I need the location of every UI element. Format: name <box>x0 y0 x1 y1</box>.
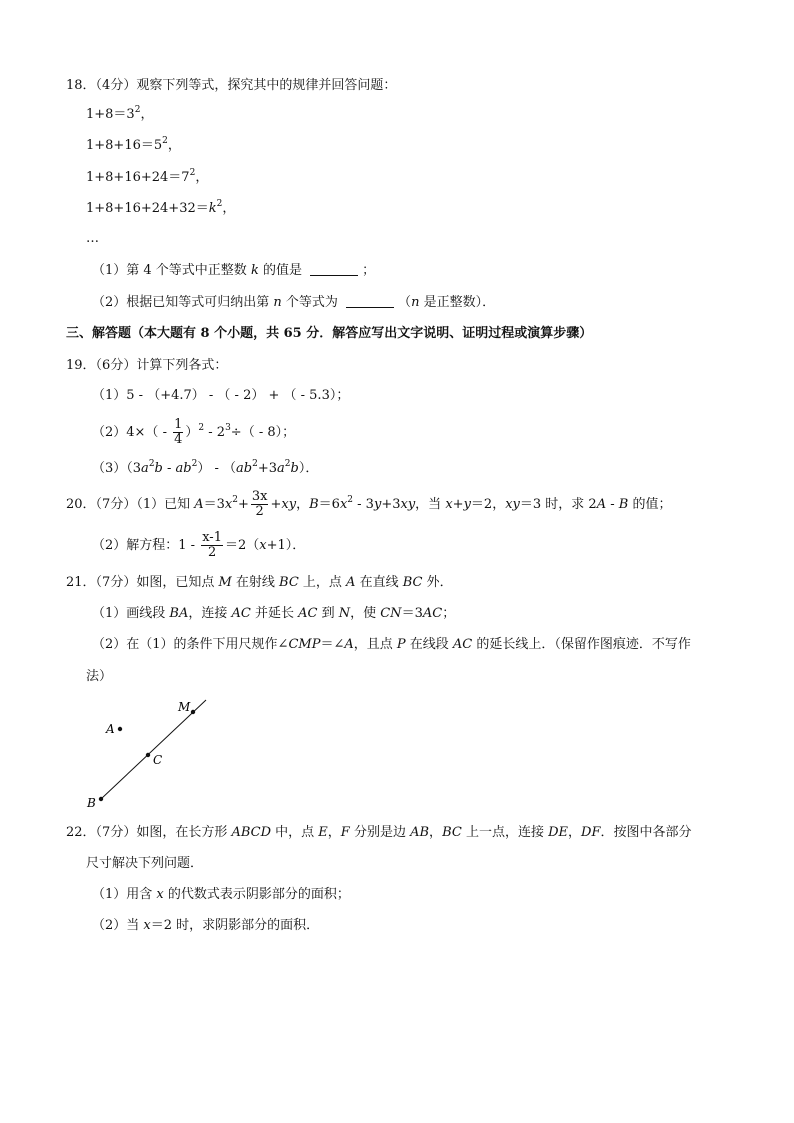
q22-part-1: （1）用含 x 的代数式表示阴影部分的面积； <box>92 887 350 902</box>
q18-part-1: （1）第 4 个等式中正整数 k 的值是 ； <box>92 263 376 278</box>
q22-part-2: （2）当 x＝2 时，求阴影部分的面积． <box>92 918 320 933</box>
q18-ellipsis: … <box>86 231 99 246</box>
fraction: $\frac{3x}{2}$ <box>251 489 268 519</box>
q19-part-2: （2）4×（ - $\frac{1}{4}$ ）$^2 - 2^3\div( - 8)$； <box>92 417 296 447</box>
label-a: A <box>106 722 115 736</box>
label-c: C <box>153 753 163 767</box>
answer-blank <box>346 295 394 308</box>
point-a <box>118 727 122 731</box>
label-b: B <box>87 796 96 810</box>
q18-equation-2: $1+8+16=5^2$， <box>86 136 181 153</box>
q22-heading-continued: 尺寸解决下列问题． <box>86 856 204 871</box>
point-m <box>191 710 195 714</box>
q18-equation-3: $1+8+16+24=7^2$， <box>86 168 209 185</box>
q19-part-1: （1）5 - （+4.7） - （ - 2） + （ - 5.3）； <box>92 388 350 403</box>
q18-part-2: （2）根据已知等式可归纳出第 n 个等式为 （n 是正整数）． <box>92 295 496 310</box>
q18-equation-4: $1+8+16+24+32=k^2$， <box>86 199 236 216</box>
point-c <box>146 753 150 757</box>
point-b <box>99 797 103 801</box>
label-m: M <box>178 700 191 714</box>
q22-heading: 22．（7分）如图，在长方形 ABCD 中，点 E，F 分别是边 AB，BC 上一点，连接 DE，DF．按图中各部分 <box>66 825 692 840</box>
q18-heading: 18．（4分）观察下列等式，探究其中的规律并回答问题： <box>66 78 397 93</box>
q20-part-2: （2）解方程：1 - $\frac{x-1}{2}$ ＝2（x+1）． <box>92 530 306 560</box>
q20-heading: 20．（7分）（1）已知 $A=3x^2+$ $\frac{3x}{2}$ +xy，$B=6x^2 - 3y+3xy$，当 x+y＝2，xy＝3 时，求 2A - B 的值； <box>66 489 672 519</box>
q21-part-2: （2）在（1）的条件下用尺规作∠CMP＝∠A，且点 P 在线段 AC 的延长线上．（保留作图痕迹．不写作 <box>92 637 691 652</box>
fraction: $\frac{1}{4}$ <box>174 417 183 447</box>
section-3-heading: 三、解答题（本大题有 8 个小题，共 65 分．解答应写出文字说明、证明过程或演算步骤） <box>66 326 593 341</box>
q19-part-3: $(3)(3a^2b - ab^2) - (ab^2+3a^2b)$． <box>92 459 319 476</box>
q18-equation-1: $1+8=3^2$， <box>86 105 154 122</box>
answer-blank <box>310 263 358 276</box>
q21-figure <box>80 694 230 814</box>
ray-bm <box>101 700 206 799</box>
q19-heading: 19．（6分）计算下列各式： <box>66 358 228 373</box>
q21-heading: 21．（7分）如图，已知点 M 在射线 BC 上，点 A 在直线 BC 外． <box>66 575 453 590</box>
fraction: $\frac{x-1}{2}$ <box>202 530 222 560</box>
q21-part-2-continued: 法） <box>86 669 113 684</box>
q21-part-1: （1）画线段 BA，连接 AC 并延长 AC 到 N，使 CN＝3AC； <box>92 606 456 621</box>
